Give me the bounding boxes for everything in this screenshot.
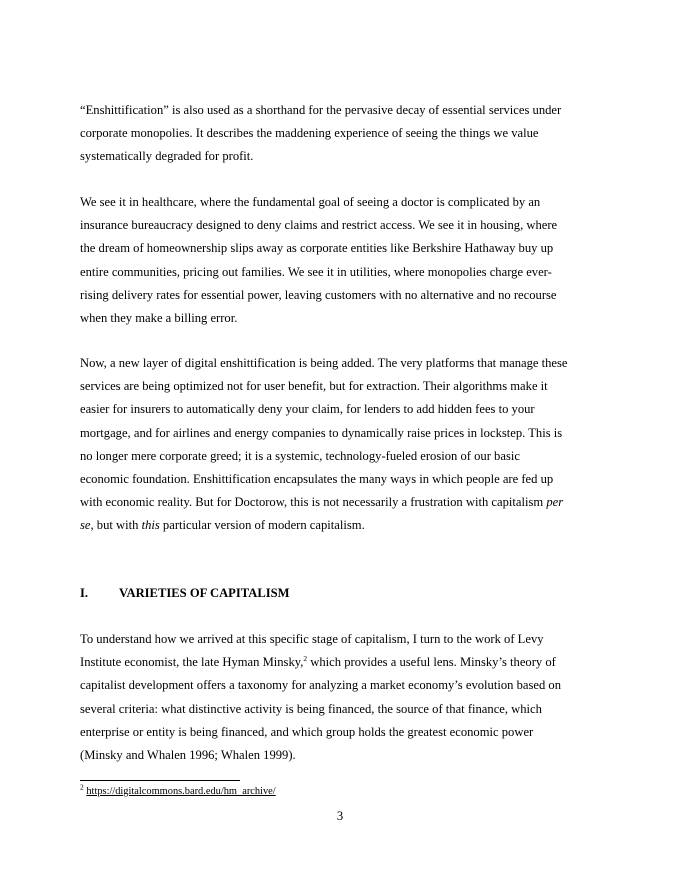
italic-se: se [80, 518, 91, 533]
text-line: when they make a billing error. [80, 311, 238, 326]
text-line: mortgage, and for airlines and energy companies to dynamically raise prices in lockstep. This is [80, 425, 563, 440]
text-line: capitalist development offers a taxonomy for analyzing a market economy’s evolution based on [80, 678, 561, 693]
italic-per: per [546, 495, 564, 510]
text-line: insurance bureaucracy designed to deny claims and restrict access. We see it in housing, where [80, 218, 558, 233]
text-line: “Enshittification” is also used as a shorthand for the pervasive decay of essential services under [80, 103, 562, 117]
paragraph-enshittification-definition [80, 99, 602, 169]
text-line: rising delivery rates for essential power, leaving customers with no alternative and no recourse [80, 287, 557, 302]
text-line: enterprise or entity is being financed, and which group holds the greatest economic power [80, 724, 534, 739]
section-heading [80, 584, 290, 602]
footnote [80, 782, 276, 799]
text-line: Now, a new layer of digital enshittification is being added. The very platforms that manage these [80, 356, 568, 370]
text-line: the dream of homeownership slips away as corporate entities like Berkshire Hathaway buy up [80, 241, 554, 256]
text-line: (Minsky and Whalen 1996; Whalen 1999). [80, 748, 296, 763]
paragraph-minsky [80, 628, 602, 767]
text-line [80, 491, 602, 514]
footnote-marker: 2 [80, 782, 84, 792]
footnote-separator [80, 780, 240, 781]
text-line: no longer mere corporate greed; it is a systemic, technology-fueled erosion of our basic [80, 448, 520, 463]
footnote-link[interactable]: https://digitalcommons.bard.edu/hm_archive/ [86, 786, 276, 797]
text-segment: , but with [90, 518, 142, 533]
text-line: systematically degraded for profit. [80, 149, 254, 164]
text-line: To understand how we arrived at this specific stage of capitalism, I turn to the work of Levy [80, 632, 544, 646]
section-title: VARIETIES OF CAPITALISM [119, 586, 290, 600]
page-number: 3 [336, 809, 344, 823]
text-segment: with economic reality. But for Doctorow, this is not necessarily a frustration with capitalism [80, 495, 547, 510]
section-number: I. [80, 586, 89, 600]
text-line [80, 651, 602, 674]
text-segment: particular version of modern capitalism. [159, 518, 365, 533]
text-line: economic foundation. Enshittification encapsulates the many ways in which people are fed up [80, 472, 554, 487]
text-line [80, 514, 602, 537]
paragraph-healthcare-housing [80, 191, 602, 330]
text-line: entire communities, pricing out families. We see it in utilities, where monopolies charge ever- [80, 264, 552, 279]
text-line: We see it in healthcare, where the fundamental goal of seeing a doctor is complicated by an [80, 195, 541, 209]
text-line: services are being optimized not for user benefit, but for extraction. Their algorithms make it [80, 379, 548, 394]
text-line: several criteria: what distinctive activity is being financed, the source of that finance, which [80, 701, 542, 716]
italic-this: this [141, 518, 160, 533]
text-segment: Institute economist, the late Hyman Minsky, [80, 655, 304, 670]
footnote-reference[interactable]: 2 [303, 654, 308, 664]
text-line: easier for insurers to automatically deny your claim, for lenders to add hidden fees to your [80, 402, 535, 417]
text-line: corporate monopolies. It describes the maddening experience of seeing the things we value [80, 126, 539, 141]
text-segment: which provides a useful lens. Minsky’s theory of [307, 655, 556, 670]
paragraph-digital-enshittification [80, 352, 602, 538]
